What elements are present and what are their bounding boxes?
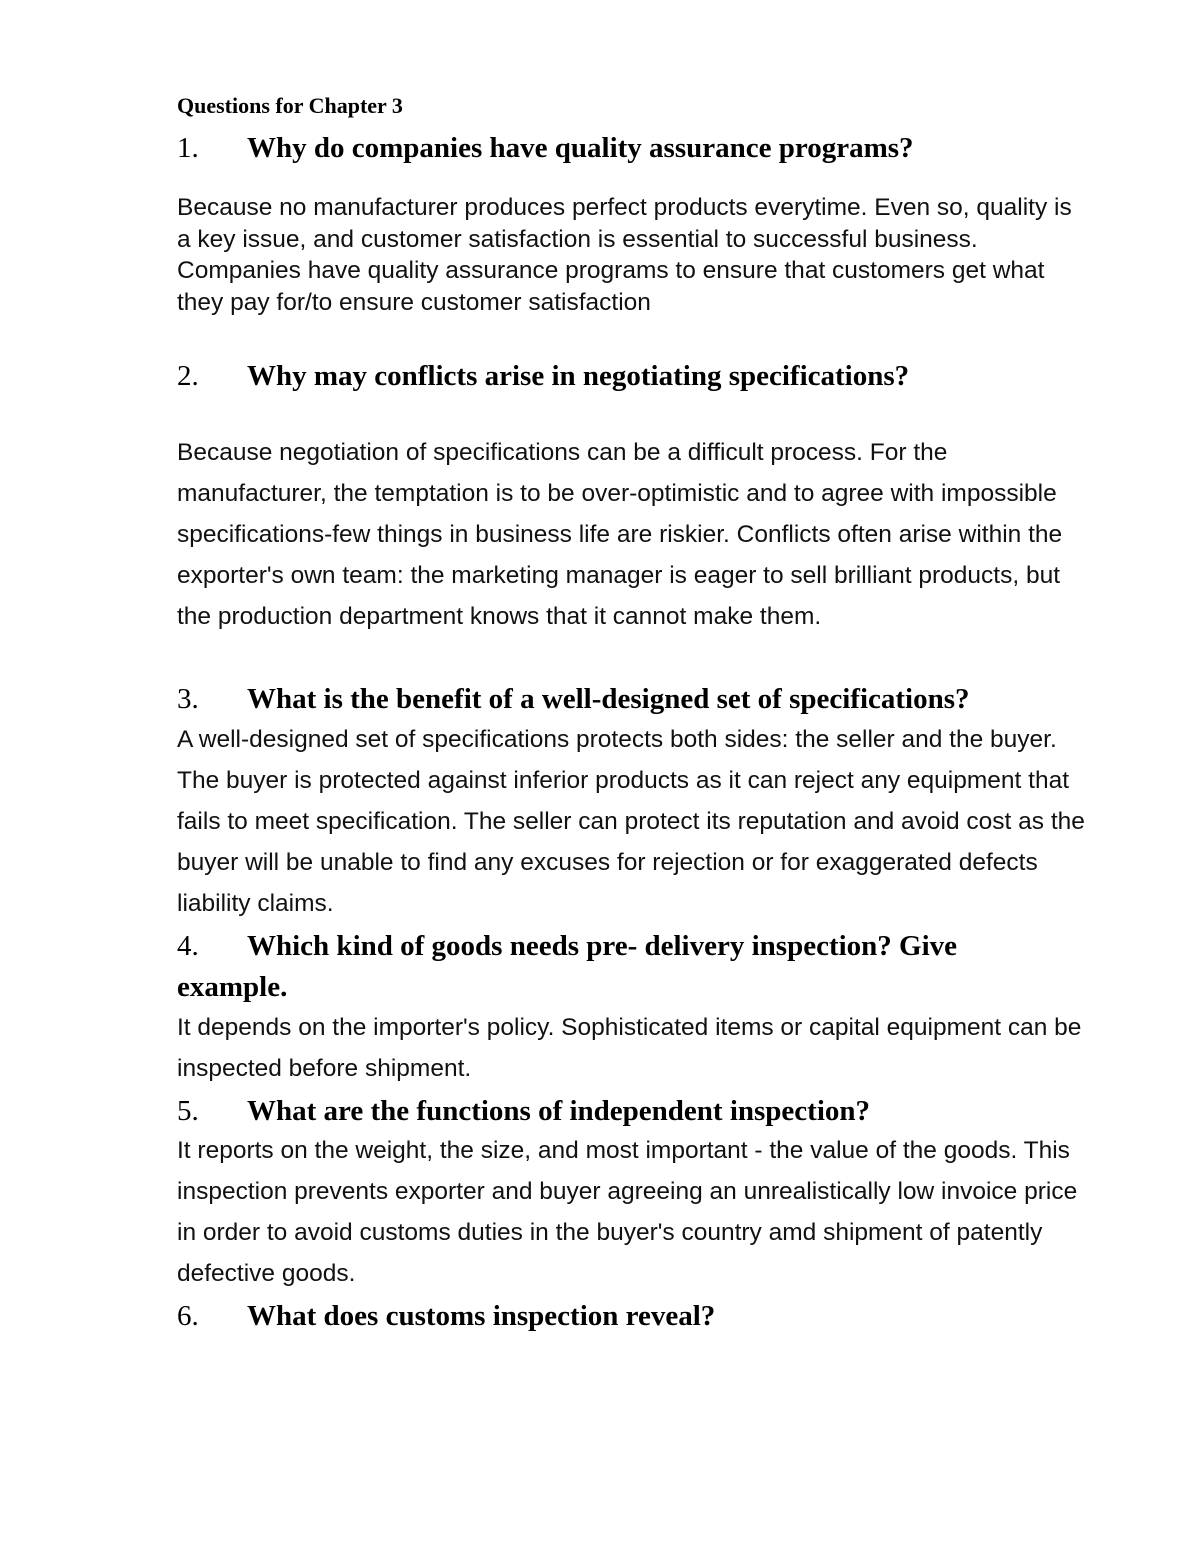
question-number: 4. bbox=[177, 930, 199, 962]
question-2 bbox=[177, 356, 1057, 397]
question-text: Which kind of goods needs pre- delivery inspection? Give example. bbox=[177, 930, 958, 1003]
question-5 bbox=[177, 1091, 1057, 1132]
answer-5: It reports on the weight, the size, and most important - the value of the goods. This inspection prevents exporter and buyer agreeing an unrealistically low invoice price in order to avoid customs duties in the buyer's country amd shipment of patently defective goods. bbox=[177, 1137, 1078, 1287]
question-text: Why may conflicts arise in negotiating specifications? bbox=[247, 360, 910, 392]
question-number: 1. bbox=[177, 132, 199, 164]
question-number: 3. bbox=[177, 683, 199, 715]
question-3 bbox=[177, 679, 1057, 720]
question-text: What is the benefit of a well-designed set of specifications? bbox=[247, 683, 970, 715]
question-text: What are the functions of independent inspection? bbox=[247, 1095, 871, 1127]
answer-4: It depends on the importer's policy. Sophisticated items or capital equipment can be inspected before shipment. bbox=[177, 1014, 1082, 1082]
question-number: 6. bbox=[177, 1300, 199, 1332]
question-text: Why do companies have quality assurance programs? bbox=[247, 132, 914, 164]
question-text: What does customs inspection reveal? bbox=[247, 1300, 716, 1332]
question-number: 5. bbox=[177, 1095, 199, 1127]
answer-2: Because negotiation of specifications can be a difficult process. For the manufacturer, the temptation is to be over-optimistic and to agree with impossible specifications-few things in business life are riskier. Conflicts often arise within the exporter's own team: the marketing manager is eager to sell brilliant products, but the production department knows that it cannot make them. bbox=[177, 439, 1063, 630]
answer-3: A well-designed set of specifications protects both sides: the seller and the buyer. The buyer is protected against inferior products as it can reject any equipment that fails to meet specification. The seller can protect its reputation and avoid cost as the buyer will be unable to find any excuses for rejection or for exaggerated defects liability claims. bbox=[177, 726, 1085, 917]
question-1 bbox=[177, 128, 1057, 169]
question-6 bbox=[177, 1296, 1057, 1337]
document-title: Questions for Chapter 3 bbox=[177, 93, 403, 118]
answer-1: Because no manufacturer produces perfect products everytime. Even so, quality is a key issue, and customer satisfaction is essential to successful business. Companies have quality assurance programs to ensure that customers get what they pay for/to ensure customer satisfaction bbox=[177, 194, 1072, 316]
question-number: 2. bbox=[177, 360, 199, 392]
question-4 bbox=[177, 926, 1057, 1008]
